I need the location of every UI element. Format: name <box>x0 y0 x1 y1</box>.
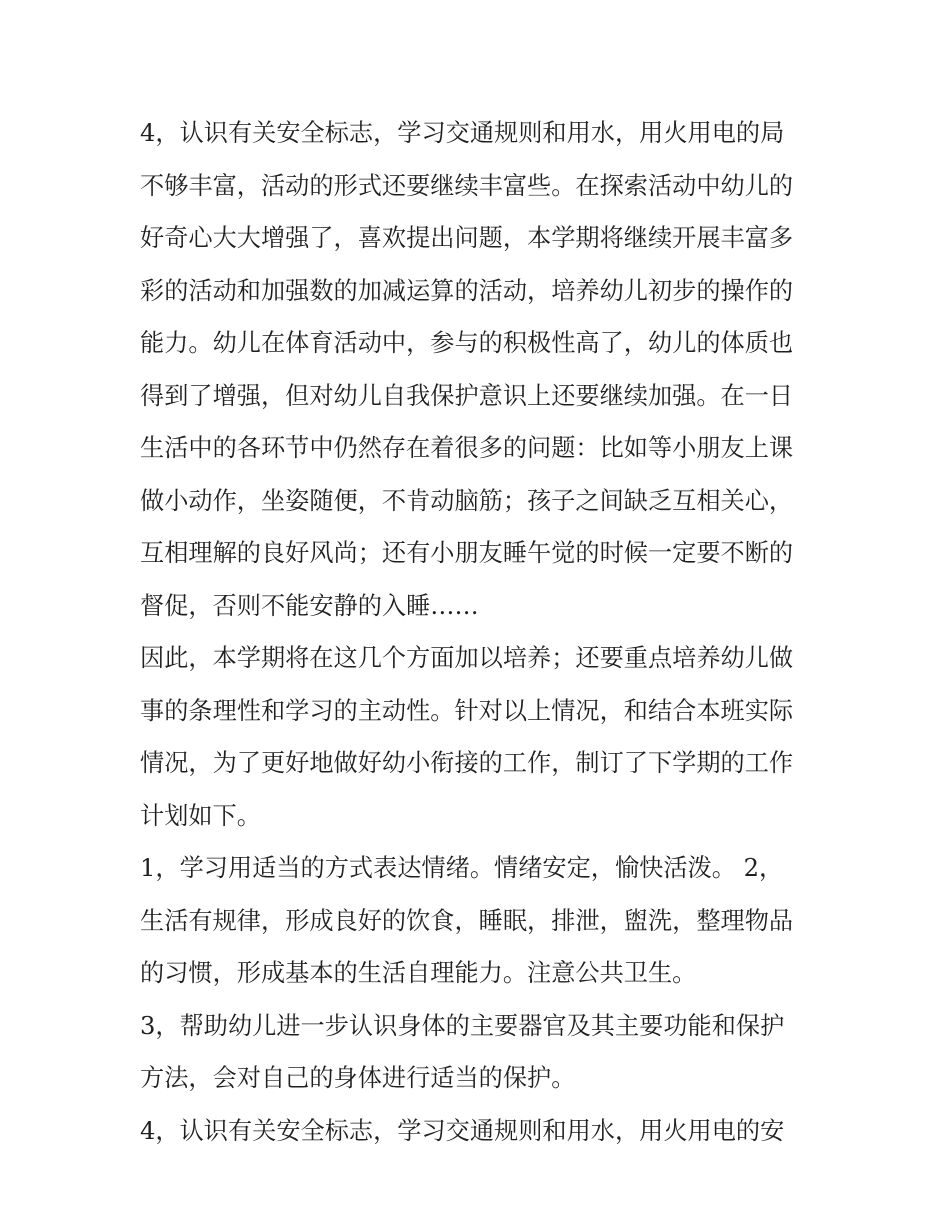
text-line: 计划如下。 <box>140 801 261 830</box>
text-line: 因此，本学期将在这几个方面加以培养；还要重点培养幼儿做 <box>140 644 794 672</box>
text-line: 督促，否则不能安静的入睡…… <box>140 591 479 620</box>
text-line: 事的条理性和学习的主动性。针对以上情况，和结合本班实际 <box>140 696 794 725</box>
text-line: 3，帮助幼儿进一步认识身体的主要器官及其主要功能和保护 <box>140 1011 785 1040</box>
text-line: 互相理解的良好风尚；还有小朋友睡午觉的时候一定要不断的 <box>140 539 794 567</box>
document-body <box>140 107 820 1157</box>
text-line: 1，学习用适当的方式表达情绪。情绪安定，愉快活泼。 2， <box>140 854 784 882</box>
text-line: 方法，会对自己的身体进行适当的保护。 <box>140 1064 576 1092</box>
text-line: 4，认识有关安全标志，学习交通规则和用水，用火用电的安 <box>140 1116 785 1145</box>
text-line: 情况，为了更好地做好幼小衔接的工作，制订了下学期的工作 <box>140 749 794 777</box>
text-line: 的习惯，形成基本的生活自理能力。注意公共卫生。 <box>140 959 697 987</box>
text-line: 不够丰富，活动的形式还要继续丰富些。在探索活动中幼儿的 <box>140 171 794 200</box>
text-line: 生活有规律，形成良好的饮食，睡眠，排泄，盥洗，整理物品 <box>140 906 794 935</box>
text-line: 生活中的各环节中仍然存在着很多的问题：比如等小朋友上课 <box>140 434 794 462</box>
text-line: 彩的活动和加强数的加减运算的活动，培养幼儿初步的操作的 <box>140 276 794 305</box>
text-line: 做小动作，坐姿随便，不肯动脑筋；孩子之间缺乏互相关心， <box>140 486 794 515</box>
text-line: 能力。幼儿在体育活动中，参与的积极性高了，幼儿的体质也 <box>140 329 794 357</box>
text-line: 4，认识有关安全标志，学习交通规则和用水，用火用电的局 <box>140 119 785 147</box>
text-line: 好奇心大大增强了，喜欢提出问题，本学期将继续开展丰富多 <box>140 224 794 252</box>
text-line: 得到了增强，但对幼儿自我保护意识上还要继续加强。在一日 <box>140 381 794 410</box>
